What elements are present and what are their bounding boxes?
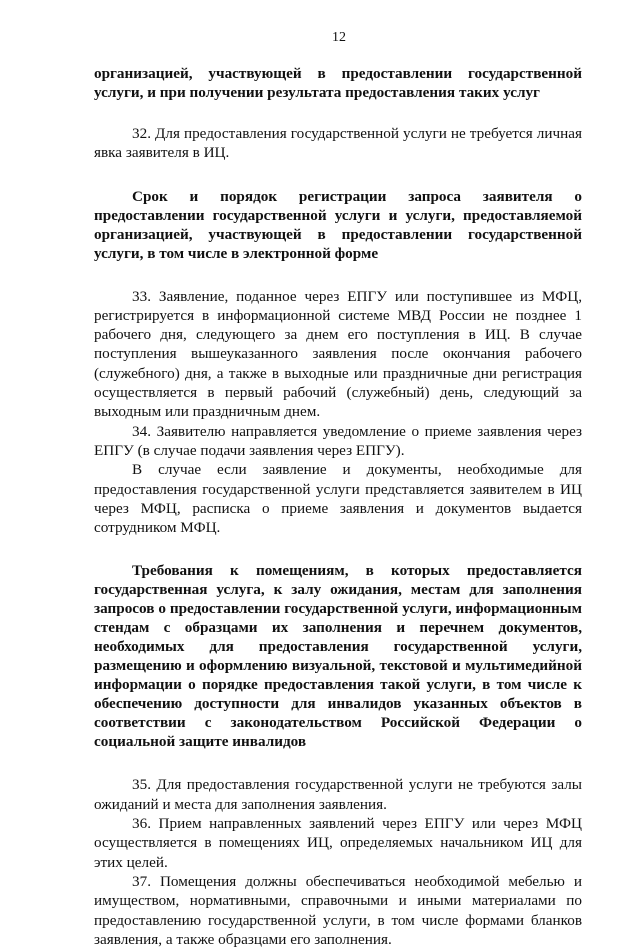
- heading-premises-requirements: Требования к помещениям, в которых предоставляется государственная услуга, к залу ожидания, местам для заполнения запросов о предоставлении государственной услуги, информационным стендам с образцами их заполнения и перечнем документов, необходимых для предоставления государственной услуги, размещению и оформлению визуальной, текстовой и мультимедийной информации о порядке предоставления такой услуги, в том числе к обеспечению доступности для инвалидов указанных объектов в соответствии с законодательством Российской Федерации о социальной защите инвалидов: [94, 562, 582, 751]
- paragraph-37: 37. Помещения должны обеспечиваться необходимой мебелью и имуществом, нормативными, справочными и иными материалами по предоставлению государственной услуги, в том числе формами бланков заявления, а также образцами его заполнения.: [94, 872, 582, 948]
- heading-interaction-continuation: организацией, участвующей в предоставлении государственной услуги, и при получении результата предоставления таких услуг: [94, 65, 582, 101]
- paragraph-35: 35. Для предоставления государственной услуги не требуются залы ожиданий и места для заполнения заявления.: [94, 776, 582, 813]
- paragraph-33: 33. Заявление, поданное через ЕПГУ или поступившее из МФЦ, регистрируется в информационной системе МВД России не позднее 1 рабочего дня, следующего за днем его поступления в ИЦ. В случае поступления вышеуказанного заявления после окончания рабочего (служебного) дня, а также в выходные или праздничные дни регистрация осуществляется в первый рабочий (служебный) день, следующий за выходным или праздничным днем.: [94, 287, 582, 421]
- page-number: 12: [332, 30, 346, 45]
- heading-registration-term: Срок и порядок регистрации запроса заявителя о предоставлении государственной услуги и услуги, предоставляемой организацией, участвующей в предоставлении государственной услуги, в том числе в электронной форме: [94, 187, 582, 262]
- paragraph-34: 34. Заявителю направляется уведомление о приеме заявления через ЕПГУ (в случае подачи заявления через ЕПГУ).: [94, 422, 582, 459]
- paragraph-34-mfc: В случае если заявление и документы, необходимые для предоставления государственной услуги представляется заявителем в ИЦ через МФЦ, расписка о приеме заявления и документов выдается сотрудником МФЦ.: [94, 461, 582, 537]
- paragraph-32: 32. Для предоставления государственной услуги не требуется личная явка заявителя в ИЦ.: [94, 125, 582, 162]
- document-page: [94, 30, 582, 949]
- paragraph-36: 36. Прием направленных заявлений через ЕПГУ или через МФЦ осуществляется в помещениях ИЦ, определяемых начальником ИЦ для этих целей.: [94, 815, 582, 871]
